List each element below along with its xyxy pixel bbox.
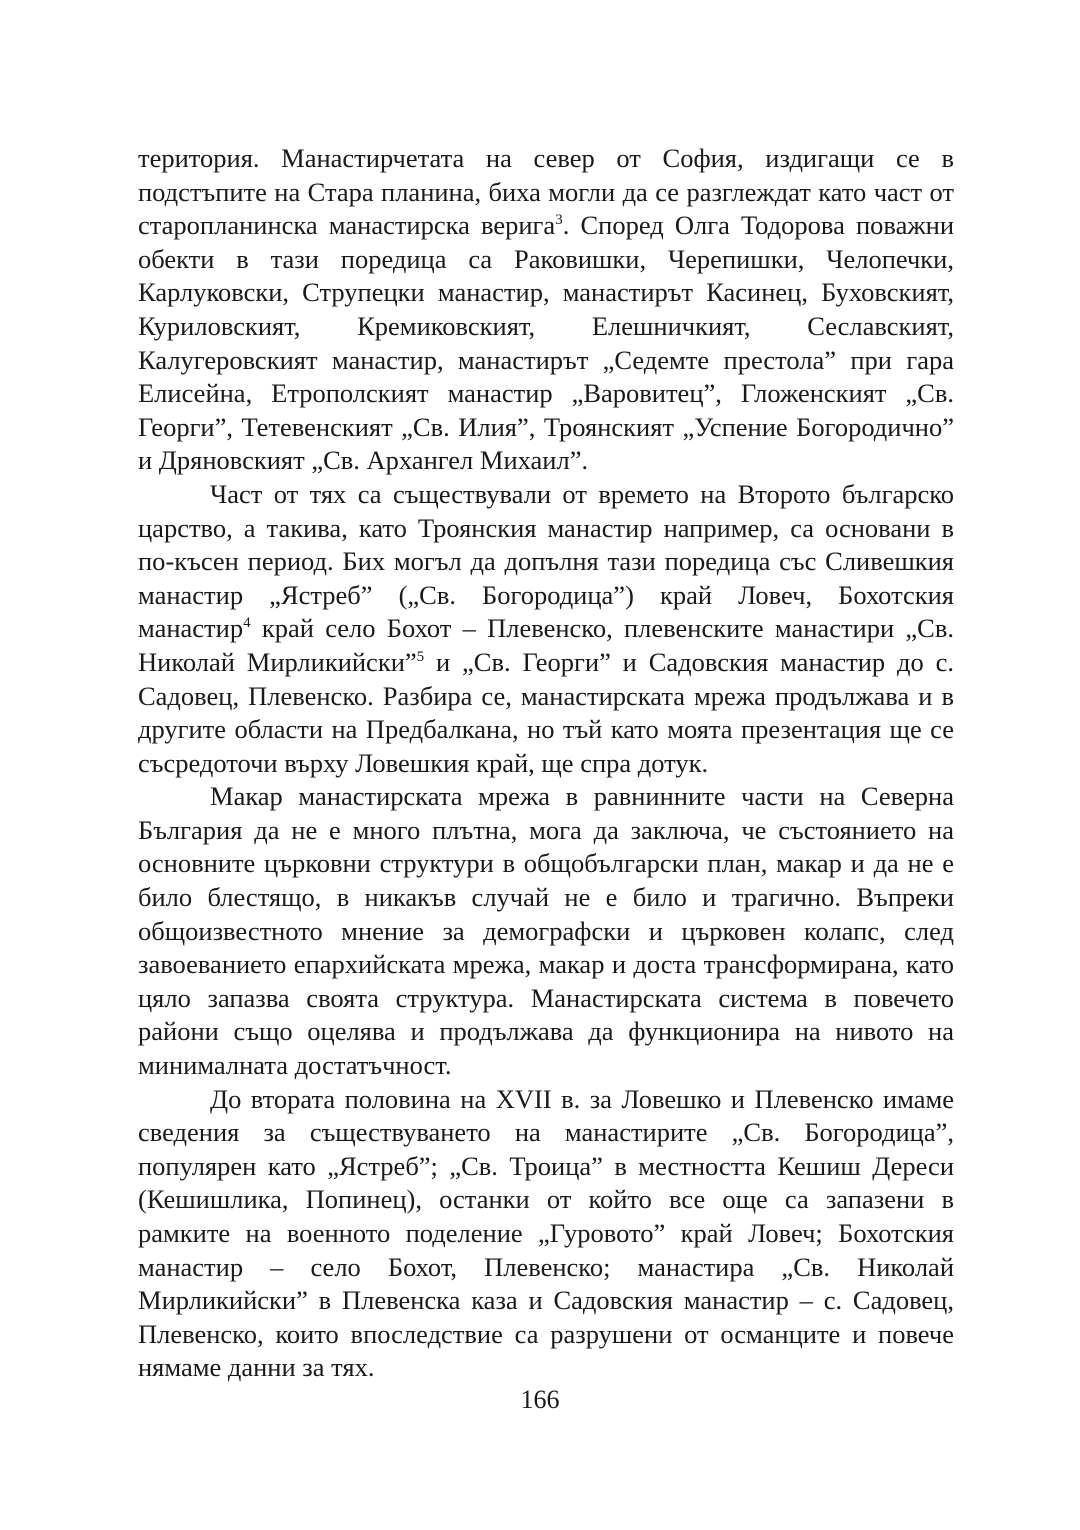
paragraph-1-text-a: територия. Манастирчетата на север от София, издигащи се в подстъпите на Стара планина, биха могли да се разглеждат като част от старопланинска манастирска верига (138, 143, 954, 241)
paragraph-1 (138, 142, 954, 478)
page-number: 166 (520, 1385, 560, 1414)
page-body (138, 142, 954, 1385)
paragraph-2 (138, 478, 954, 780)
paragraph-2-text-b: край село Бохот – Плевенско, плевенските манастири „Св. Николай Мирликийски” (138, 613, 954, 677)
paragraph-2-text-c: и „Св. Георги” и Садовския манастир до с. Садовец, Плевенско. Разбира се, манастирската мрежа продължава и в другите области на Предбалкана, но тъй като моята презентация ще се съсредоточи върху Ловешкия край, ще спра дотук. (138, 646, 954, 778)
footnote-ref-3[interactable]: 3 (555, 212, 563, 229)
paragraph-1-text-b: . Според Олга Тодорова поважни обекти в тази поредица са Раковишки, Черепишки, Челопечки, Карлуковски, Струпецки манастир, манастирът Касинец, Буховският, Куриловският, Кремиковският, Елешничкият, Сеславският, Калугеровският манастир, манастирът „Седемте престола” при гара Елисейна, Етрополският манастир „Варовитец”, Гложенският „Св. Георги”, Тетевенският „Св. Илия”, Троянският „Успение Богородично” и Дряновският „Св. Архангел Михаил”. (138, 210, 954, 476)
paragraph-2-text-a: Част от тях са съществували от времето на Второто българско царство, а такива, като Троянския манастир например, са основани в по-късен период. Бих могъл да допълня тази поредица със Сливешкия манастир „Ястреб” („Св. Богородица”) край Ловеч, Бохотския манастир (138, 478, 954, 644)
footnote-ref-4[interactable]: 4 (243, 615, 251, 632)
paragraph-4: До втората половина на XVII в. за Ловешко и Плевенско имаме сведения за съществуването на манастирите „Св. Богородица”, популярен като „Ястреб”; „Св. Троица” в местността Кешиш Дереси (Кешишлика, Попинец), останки от който все още са запазени в рамките на военното поделение „Гуровото” край Ловеч; Бохотския манастир – село Бохот, Плевенско; манастира „Св. Николай Мирликийски” в Плевенска каза и Садовския манастир – с. Садовец, Плевенско, които впоследствие са разрушени от османците и повече нямаме данни за тях. (138, 1083, 954, 1383)
paragraph-3: Макар манастирската мрежа в равнинните части на Северна България да не е много плътна, мога да заключа, че състоянието на основните църковни структури в общобългарски план, макар и да не е било блестящо, в никакъв случай не е било и трагично. Въпреки общоизвестното мнение за демографски и църковен колапс, след завоеванието епархийската мрежа, макар и доста трансформирана, като цяло запазва своята структура. Манастирската система в повечето райони също оцелява и продължава да функционира на нивото на минималната достатъчност. (138, 781, 954, 1081)
footnote-ref-5[interactable]: 5 (416, 648, 425, 665)
